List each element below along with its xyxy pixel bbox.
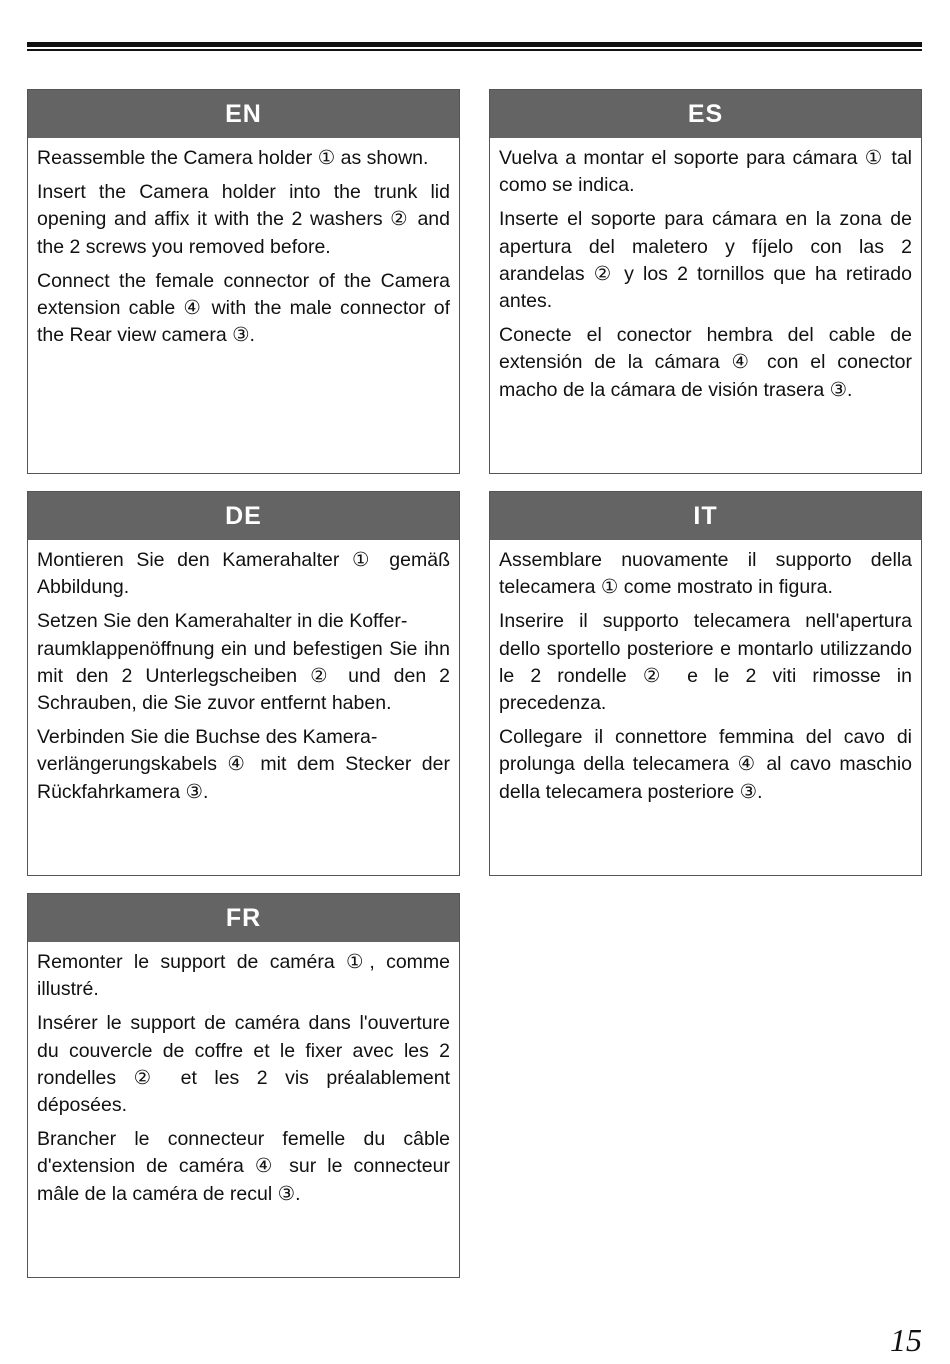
section-es [489,89,922,474]
section-header-es: ES [490,90,921,138]
paragraph: Insérer le support de caméra dans l'ouverture du couvercle de coffre et le fixer avec les 2 rondelles ② et les 2 vis préalablement déposées. [37,1012,450,1117]
paragraph: Conecte el conector hembra del cable de extensión de la cámara ④ con el conector macho de la cámara de visión trasera ③. [499,324,912,401]
section-it [489,491,922,876]
section-body-en [28,138,459,349]
section-header-de: DE [28,492,459,540]
paragraph: Inserte el soporte para cámara en la zona de apertura del maletero y fíjelo con las 2 arandelas ② y los 2 tornillos que ha retirado antes. [499,208,912,313]
paragraph: Reassemble the Camera holder ① as shown. [37,147,429,169]
paragraph: Verbinden Sie die Buchse des Kamera- verlängerungskabels ④ mit dem Stecker der Rückfahrkamera ③. [37,726,450,803]
paragraph: Setzen Sie den Kamerahalter in die Koffer- raumklappenöffnung ein und befestigen Sie ihn mit den 2 Unterlegscheiben ② und den 2 Schrauben, die Sie zuvor entfernt haben. [37,610,450,715]
section-body-fr [28,942,459,1208]
paragraph: Assemblare nuovamente il supporto della telecamera ① come mostrato in figura. [499,549,912,599]
section-header-it: IT [490,492,921,540]
page-number: 15 [890,1322,922,1358]
top-rule-thin [27,49,922,51]
top-rule-thick [27,42,922,47]
section-header-en: EN [28,90,459,138]
section-body-it [490,540,921,806]
paragraph: Inserire il supporto telecamera nell'apertura dello sportello posteriore e montarlo utilizzando le 2 rondelle ② e le 2 viti rimosse in precedenza. [499,610,912,715]
section-en [27,89,460,474]
paragraph: Brancher le connecteur femelle du câble d'extension de caméra ④ sur le connecteur mâle de la caméra de recul ③. [37,1128,450,1205]
paragraph: Collegare il connettore femmina del cavo di prolunga della telecamera ④ al cavo maschio della telecamera posteriore ③. [499,726,912,803]
section-body-de [28,540,459,806]
paragraph: Connect the female connector of the Camera extension cable ④ with the male connector of the Rear view camera ③. [37,269,450,347]
paragraph: Montieren Sie den Kamerahalter ① gemäß Abbildung. [37,549,450,599]
section-header-fr: FR [28,894,459,942]
paragraph: Remonter le support de caméra ①, comme illustré. [37,951,450,1001]
section-fr [27,893,460,1278]
paragraph: Vuelva a montar el soporte para cámara ① tal como se indica. [499,147,912,197]
section-body-es [490,138,921,404]
section-de [27,491,460,876]
paragraph: Insert the Camera holder into the trunk lid opening and affix it with the 2 washers ② and the 2 screws you removed before. [37,181,450,258]
